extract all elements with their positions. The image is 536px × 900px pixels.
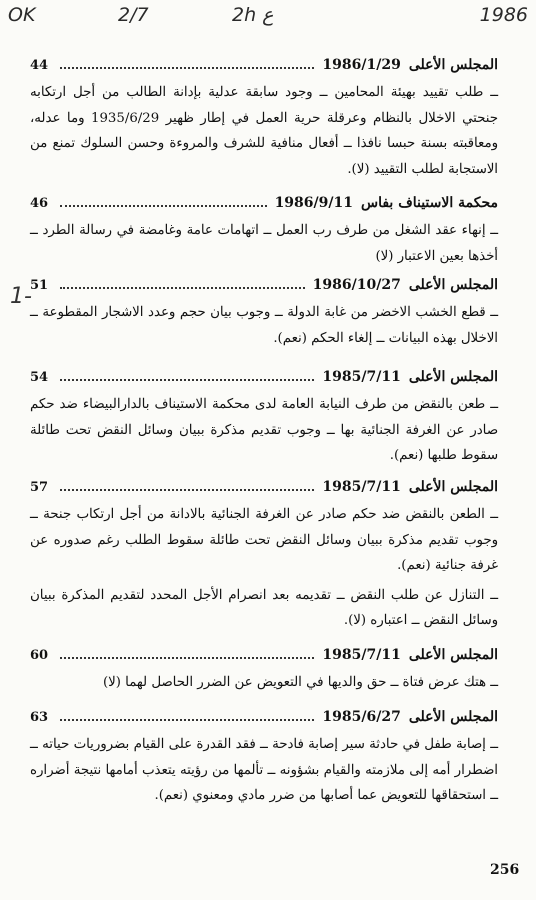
- entry-page-number: 54: [30, 370, 49, 385]
- page-number: 256: [490, 862, 520, 878]
- leader-dots: [60, 657, 314, 659]
- leader-dots: [60, 379, 314, 381]
- ruling-entry: [30, 274, 498, 351]
- entry-date: 1985/7/11: [322, 369, 401, 385]
- entry-page-number: 46: [30, 196, 49, 211]
- handwritten-code: 2h ع: [232, 4, 274, 26]
- entry-court: المجلس الأعلى: [408, 709, 498, 725]
- entry-court: محكمة الاستيناف بفاس: [360, 195, 498, 211]
- entry-header: [30, 476, 498, 498]
- leader-dots: [60, 719, 314, 721]
- handwritten-margin-mark: 1-: [10, 284, 32, 309]
- entry-court: المجلس الأعلى: [408, 277, 498, 293]
- leader-dots: [60, 67, 314, 69]
- handwritten-ok: OK: [8, 4, 36, 26]
- ruling-entry: [30, 644, 498, 696]
- entry-page-number: 51: [30, 278, 49, 293]
- entry-summary: ــ الطعن بالنقض ضد حكم صادر عن الغرفة الجنائية بالادانة من أجل ارتكاب جنحة ــ وجوب تقديم مذكرة ببيان وسائل النقض تحت طائلة سقوط الطلب رغم صدوره عن غرفة جنائية (نعم).: [30, 507, 498, 573]
- entry-header: [30, 54, 498, 76]
- ruling-entry: [30, 192, 498, 269]
- leader-dots: [60, 287, 305, 289]
- entry-court: المجلس الأعلى: [408, 647, 498, 663]
- entry-court: المجلس الأعلى: [408, 369, 498, 385]
- entry-date: 1986/1/29: [322, 57, 401, 73]
- entry-court: المجلس الأعلى: [408, 57, 498, 73]
- entry-page-number: 63: [30, 710, 49, 725]
- leader-dots: [60, 205, 267, 207]
- ruling-entry: [30, 54, 498, 182]
- entry-page-number: 57: [30, 480, 49, 495]
- entry-date: 1986/9/11: [274, 195, 353, 211]
- entry-date: 1985/7/11: [322, 479, 401, 495]
- entry-header: [30, 192, 498, 214]
- entry-summary: ــ طعن بالنقض من طرف النيابة العامة لدى محكمة الاستيناف بالدارالبيضاء ضد حكم صادر عن الغرفة الجنائية بها ــ وجوب تقديم مذكرة ببيان وسائل النقض تحت طائلة سقوط طلبها (نعم).: [30, 397, 498, 463]
- entry-header: [30, 706, 498, 728]
- entry-date: 1985/6/27: [322, 709, 401, 725]
- entry-summary: ــ طلب تقييد بهيئة المحامين ــ وجود سابقة عدلية بإدانة الطالب من أجل ارتكابه جنحتي الاخلال بالنظام وعرقلة حرية العمل في إطار ظهير 1935/6/29 وما عدله، ومعاقبته بسنة حبسا نافذا ــ أفعال منافية للشرف والمروءة وحسن السلوك تمنع من الاستجابة لطلب التقييد (لا).: [30, 85, 498, 177]
- ruling-entry: [30, 366, 498, 469]
- leader-dots: [60, 489, 314, 491]
- entry-date: 1985/7/11: [322, 647, 401, 663]
- entry-summary: ــ إصابة طفل في حادثة سير إصابة فادحة ــ فقد القدرة على القيام بضروريات حياته ــ اضطرار أمه إلى ملازمته والقيام بشؤونه ــ تألمها من رؤيته يتعذب أمامها نتيجة أضراره ــ استحقاقها للتعويض عما أصابها من ضرر مادي ومعنوي (نعم).: [30, 737, 498, 803]
- entry-header: [30, 644, 498, 666]
- entry-summary: ــ التنازل عن طلب النقض ــ تقديمه بعد انصرام الأجل المحدد لتقديم المذكرة ببيان وسائل النقض ــ اعتباره (لا).: [30, 587, 498, 628]
- handwritten-year: 1986: [479, 4, 528, 26]
- entry-page-number: 44: [30, 58, 49, 73]
- entry-summary: ــ إنهاء عقد الشغل من طرف رب العمل ــ اتهامات عامة وغامضة في رسالة الطرد ــ أخذها بعين الاعتبار (لا): [30, 223, 498, 264]
- entry-page-number: 60: [30, 648, 49, 663]
- entry-summary: ــ قطع الخشب الاخضر من غابة الدولة ــ وجوب بيان حجم وعدد الاشجار المقطوعة ــ الاخلال بهذه البيانات ــ إلغاء الحكم (نعم).: [30, 305, 498, 346]
- entry-header: [30, 274, 498, 296]
- entry-date: 1986/10/27: [312, 277, 401, 293]
- entry-court: المجلس الأعلى: [408, 479, 498, 495]
- entry-summary: ــ هتك عرض فتاة ــ حق والديها في التعويض عن الضرر الحاصل لهما (لا): [102, 675, 498, 690]
- entry-header: [30, 366, 498, 388]
- ruling-entry: [30, 476, 498, 634]
- ruling-entry: [30, 706, 498, 809]
- handwritten-fraction: 2/7: [118, 4, 149, 26]
